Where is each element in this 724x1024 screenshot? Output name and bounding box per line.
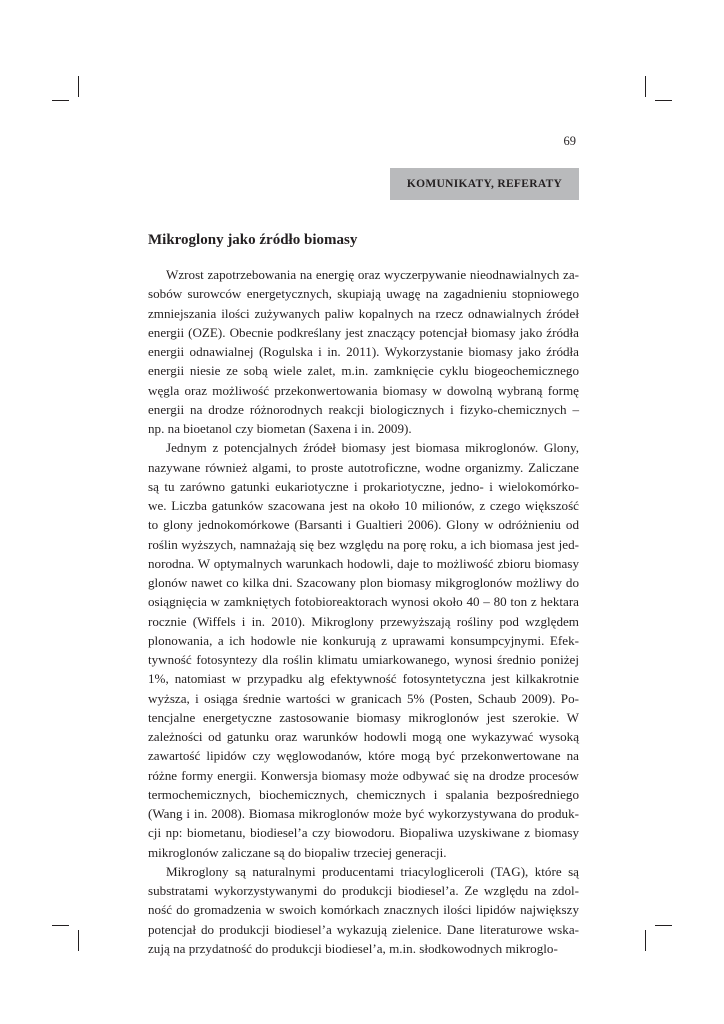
text-line: energii odnawialnej (Rogulska i in. 2011). Wykorzystanie biomasy jako źródła (148, 344, 579, 359)
text-line: osiągnięcia w zamkniętych fotobioreaktorach wynosi około 40 – 80 ton z hektara (148, 594, 579, 610)
section-header-label: KOMUNIKATY, REFERATY (406, 178, 563, 190)
text-line: zują na przydatność do produkcji biodiesel’a, m.in. słodkowodnych mikroglo- (148, 940, 558, 956)
crop-mark-top-left (78, 76, 79, 97)
page-number: 69 (563, 134, 576, 148)
section-header-tab (390, 168, 579, 200)
text-line: wyższa, i osiąga średnie wartości w granicach 5% (Posten, Schaub 2009). Po- (148, 690, 579, 706)
text-line: plonowania, a ich hodowle nie konkurują z uprawami konsumpcyjnymi. Efek- (148, 632, 579, 648)
article-title: Mikroglony jako źródło biomasy (148, 232, 358, 248)
text-line: norodna. W optymalnych warunkach hodowli, daje to możliwość zbioru biomasy (148, 555, 579, 571)
text-line: tywność fotosyntezy dla roślin klimatu umiarkowanego, wynosi średnio poniżej (148, 652, 579, 667)
text-line: energii na drodze różnorodnych reakcji biologicznych i fizyko-chemicznych – (148, 401, 579, 417)
text-line: zawartość lipidów czy węglowodanów, które mogą być przekonwertowane na (148, 748, 579, 764)
crop-mark-bottom-left (78, 930, 79, 951)
text-line: (Wang i in. 2008). Biomasa mikroglonów może być wykorzystywana do produk- (148, 806, 579, 821)
text-line: termochemicznych, biochemicznych, chemicznych i spalania bezpośredniego (148, 786, 579, 802)
text-line: Mikroglony są naturalnymi producentami triacylogliceroli (TAG), które są (166, 863, 579, 879)
text-line: potencjał do produkcji biodiesel’a wykazują zielenice. Dane literaturowe wska- (148, 921, 579, 937)
paragraph (148, 862, 579, 958)
crop-mark-bottom-right (645, 930, 646, 951)
text-line: zmniejszania ilości zużywanych paliw kopalnych na rzecz odnawialnych źródeł (148, 305, 579, 321)
text-line: substratami wykorzystywanymi do produkcji biodiesel’a. Ze względu na zdol- (148, 883, 579, 898)
text-line: we. Liczba gatunków szacowana jest na około 10 milionów, z czego większość (148, 498, 579, 513)
text-line: ność do gromadzenia w swoich komórkach znacznych ilości lipidów największy (148, 902, 579, 918)
text-line: węgla oraz możliwość przekonwertowania biomasy w dowolną wybraną formę (148, 382, 579, 398)
text-line: nazywane również algami, to proste autotroficzne, wodne organizmy. Zaliczane (148, 459, 579, 475)
text-line: glonów nawet co kilka dni. Szacowany plon biomasy mikgroglonów możliwy do (148, 575, 579, 590)
text-line: sobów surowców energetycznych, skupiają uwagę na zagadnieniu stopniowego (148, 286, 579, 302)
text-line: energii niesie ze sobą wiele zalet, m.in. zamknięcie cyklu biogeochemicznego (148, 363, 579, 379)
paragraph (148, 438, 579, 862)
crop-mark-bottom-left (52, 925, 69, 926)
crop-mark-bottom-right (655, 925, 672, 926)
crop-mark-top-right (655, 100, 672, 101)
text-line: 1%, natomiast w przypadku alg efektywność fotosyntetyczna jest kilkakrotnie (148, 671, 579, 687)
text-line: Wzrost zapotrzebowania na energię oraz wyczerpywanie nieodnawialnych za- (166, 267, 579, 282)
text-line: rocznie (Wiffels i in. 2010). Mikroglony przewyższają rośliny pod względem (148, 613, 579, 629)
article-body (148, 265, 579, 958)
text-line: cji np: biometanu, biodiesel’a czy biowodoru. Biopaliwa uzyskiwane z biomasy (148, 825, 579, 841)
text-line: Jednym z potencjalnych źródeł biomasy jest biomasa mikroglonów. Glony, (166, 440, 579, 456)
text-line: to glony jednokomórkowe (Barsanti i Gualtieri 2006). Glony w odróżnieniu od (148, 517, 579, 533)
paragraph (148, 265, 579, 438)
text-line: są tu zarówno gatunki eukariotyczne i prokariotyczne, jedno- i wielokomórko- (148, 478, 579, 494)
text-line: roślin wyższych, namnażają się bez względu na porę roku, a ich biomasa jest jed- (148, 536, 579, 552)
text-line: np. na bioetanol czy biometan (Saxena i in. 2009). (148, 421, 412, 436)
text-line: energii (OZE). Obecnie podkreślany jest znaczący potencjał biomasy jako źródła (148, 324, 579, 340)
text-line: różne formy energii. Konwersja biomasy może odbywać się na drodze procesów (148, 767, 579, 783)
text-line: mikroglonów zaliczane są do biopaliw trzeciej generacji. (148, 844, 447, 860)
text-line: tencjalne energetyczne zastosowanie biomasy mikroglonów jest szerokie. W (148, 709, 579, 725)
text-line: zależności od gatunku oraz warunków hodowli mogą one wykazywać wysoką (148, 729, 579, 744)
crop-mark-top-right (645, 76, 646, 97)
crop-mark-top-left (52, 100, 69, 101)
